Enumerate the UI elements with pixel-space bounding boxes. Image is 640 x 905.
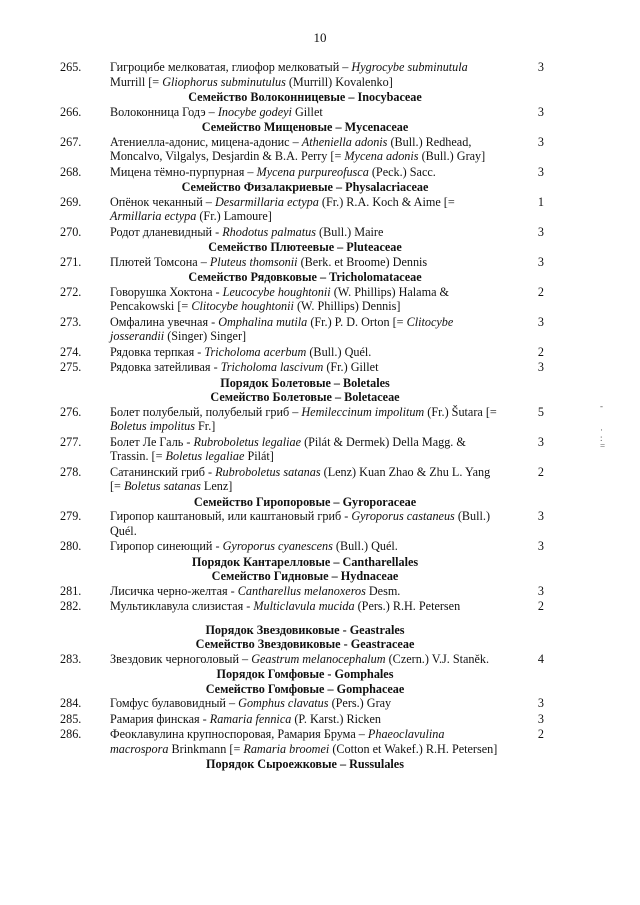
taxon-heading: Порядок Гомфовые - Gomphales [216, 667, 394, 681]
species-entry [60, 712, 560, 727]
species-entry [60, 360, 560, 375]
entry-number: 283. [60, 651, 82, 666]
species-name [110, 465, 500, 494]
latin-name: Ramaria fennica [209, 711, 292, 726]
species-entry [60, 652, 560, 667]
entry-number: 284. [60, 696, 82, 710]
russian-name: Лисичка черно-желтая - [110, 583, 238, 598]
latin-name: Pluteus thomsonii [209, 254, 298, 269]
entry-number: 268. [60, 164, 82, 179]
entry-number: 275. [60, 360, 82, 374]
status-category: 3 [537, 314, 544, 329]
entry-number: 281. [60, 583, 82, 598]
species-name [110, 315, 500, 344]
status-category: 5 [537, 404, 544, 419]
russian-name: Феоклавулина крупноспоровая, Рамария Брума – [110, 727, 368, 741]
entry-number: 267. [60, 134, 82, 149]
species-name [110, 135, 500, 164]
author-citation: (Pers.) R.H. Petersen [354, 599, 461, 613]
russian-name: Болет Ле Галь - [110, 434, 194, 449]
entry-number: 266. [60, 104, 82, 119]
species-entry [60, 435, 560, 464]
synonym-name: Clitocybe houghtonii [191, 299, 294, 313]
russian-name: Гомфус булавовидный – [110, 696, 239, 710]
latin-name: Atheniella adonis [301, 134, 388, 149]
taxon-heading: Семейство Мищеновые – Mycenaceae [201, 120, 409, 134]
status-category: 3 [537, 696, 544, 710]
entry-number: 280. [60, 539, 82, 553]
status-category: 2 [537, 284, 544, 299]
latin-name: Cantharellus melanoxeros [237, 583, 366, 598]
author-citation: (W. Phillips) Halama & Pencakowski [= [110, 284, 450, 313]
species-entry [60, 584, 560, 599]
latin-name: Omphalina mutila [218, 314, 308, 329]
status-category: 2 [537, 344, 544, 359]
entry-number: 271. [60, 254, 82, 269]
entry-number: 286. [60, 727, 82, 741]
status-category: 3 [537, 224, 544, 239]
latin-name: Desarmillaria ectypa [214, 194, 319, 209]
page-number: 10 [313, 30, 327, 45]
species-name [110, 584, 500, 599]
taxon-heading: Семейство Волоконницевые – Inocybaceae [188, 90, 422, 104]
latin-name: Inocybe godeyi [217, 104, 292, 119]
latin-name: Gyroporus cyanescens [222, 539, 333, 553]
status-category: 4 [537, 651, 544, 666]
russian-name: Рядовка терпкая - [110, 344, 205, 359]
synonym-author: Fr.] [194, 419, 216, 433]
species-name [110, 225, 500, 240]
synonym-name: Ramaria broomei [243, 741, 330, 756]
synonym-author: (Singer) Singer] [164, 329, 247, 343]
latin-name: Multiclavula mucida [253, 599, 355, 613]
taxon-heading: Семейство Болетовые – Boletaceae [210, 390, 400, 404]
status-category: 3 [537, 539, 544, 553]
taxon-heading: Семейство Рядовковые – Tricholomataceae [188, 270, 422, 284]
entry-number: 265. [60, 60, 82, 74]
species-name [110, 165, 500, 180]
synonym-name: Gliophorus subminutulus [162, 74, 286, 89]
author-citation: (Bull.) Quél. [110, 509, 491, 538]
species-name [110, 509, 500, 538]
latin-name: Mycena purpureofusca [256, 164, 369, 179]
russian-name: Опёнок чеканный – [110, 194, 215, 209]
author-citation: (Lenz) Kuan Zhao & Zhu L. Yang [= [110, 464, 491, 493]
latin-name: Hygrocybe subminutula [351, 60, 468, 74]
entry-number: 274. [60, 344, 82, 359]
russian-name: Плютей Томсона – [110, 254, 210, 269]
latin-name: Rubroboletus satanas [215, 464, 321, 479]
species-entry [60, 539, 560, 554]
entry-number: 277. [60, 434, 82, 449]
russian-name: Гиропор синеющий - [110, 539, 223, 553]
species-entry [60, 727, 560, 756]
species-name [110, 105, 500, 120]
species-entry [60, 195, 560, 224]
species-name [110, 255, 500, 270]
author-citation: (P. Karst.) Ricken [291, 711, 382, 726]
synonym-author: (Fr.) Lamoure] [196, 209, 272, 223]
entry-number: 273. [60, 314, 82, 329]
status-category: 3 [537, 711, 544, 726]
russian-name: Мультиклавула слизистая - [110, 599, 254, 613]
entry-number: 270. [60, 224, 82, 239]
status-category: 3 [537, 134, 544, 149]
synonym-author: (Cotton et Wakef.) R.H. Petersen] [329, 741, 498, 756]
taxon-heading: Семейство Гомфовые – Gomphaceae [205, 681, 405, 696]
author-citation: (Fr.) Šutara [= [424, 404, 497, 419]
author-citation: Brinkmann [= [168, 741, 244, 756]
synonym-author: (Murrill) Kovalenko] [285, 74, 393, 89]
latin-name: Rhodotus palmatus [222, 224, 316, 239]
species-name [110, 360, 500, 375]
synonym-author: Lenz] [200, 479, 233, 493]
entry-number: 278. [60, 464, 82, 479]
taxon-heading: Порядок Кантарелловые – Cantharellales [191, 554, 419, 569]
species-entry [60, 285, 560, 314]
species-name [110, 652, 500, 667]
species-entry [60, 465, 560, 494]
author-citation: (Fr.) Gillet [323, 360, 379, 374]
synonym-name: Clitocybe josserandii [110, 314, 454, 343]
russian-name: Гигроцибе мелковатая, глиофор мелковатый – [110, 60, 352, 74]
author-citation: (Pers.) Gray [328, 696, 392, 710]
author-citation: (Bull.) Quél. [306, 344, 372, 359]
entry-number: 272. [60, 284, 82, 299]
species-entry [60, 105, 560, 120]
species-name [110, 435, 500, 464]
russian-name: Говорушка Хоктона - [110, 284, 223, 299]
species-entry [60, 696, 560, 711]
latin-name: Gyroporus castaneus [351, 509, 455, 523]
author-citation: (Berk. et Broome) Dennis [297, 254, 428, 269]
synonym-name: Boletus legaliae [165, 449, 245, 463]
taxon-heading: Порядок Болетовые – Boletales [220, 375, 390, 390]
entry-number: 269. [60, 194, 82, 209]
latin-name: Hemileccinum impolitum [301, 404, 425, 419]
species-name [110, 539, 500, 554]
author-citation: Desm. [365, 583, 401, 598]
russian-name: Омфалина увечная - [110, 314, 219, 329]
status-category: 2 [537, 464, 544, 479]
russian-name: Гиропор каштановый, или каштановый гриб - [110, 509, 352, 523]
margin-marks: - · : = [600, 401, 606, 451]
species-list [60, 60, 560, 772]
russian-name: Рядовка затейливая - [110, 360, 221, 374]
author-citation: (Pilát & Dermek) Della Magg. & Trassin. [= [110, 434, 466, 463]
taxon-heading: Семейство Гиропоровые – Gyroporaceae [193, 494, 417, 509]
species-entry [60, 165, 560, 180]
status-category: 3 [537, 434, 544, 449]
latin-name: Leucocybe houghtonii [222, 284, 331, 299]
status-category: 3 [537, 583, 544, 598]
status-category: 3 [537, 104, 544, 119]
russian-name: Атениелла-адонис, мицена-адонис – [110, 134, 302, 149]
species-name [110, 60, 500, 89]
status-category: 1 [537, 194, 544, 209]
taxon-heading: Семейство Гидновые – Hydnaceae [211, 569, 399, 583]
synonym-name: Armillaria ectypa [110, 209, 197, 223]
species-entry [60, 509, 560, 538]
author-citation: Gillet [291, 104, 323, 119]
species-name [110, 599, 500, 614]
species-entry [60, 225, 560, 240]
russian-name: Звездовик черноголовый – [110, 651, 252, 666]
taxon-heading: Семейство Звездовиковые - Geastraceae [195, 637, 415, 651]
status-category: 3 [537, 164, 544, 179]
synonym-name: Mycena adonis [344, 149, 419, 163]
status-category: 3 [537, 509, 544, 523]
entry-number: 279. [60, 509, 82, 523]
taxon-heading: Семейство Физалакриевые – Physalacriaceae [181, 180, 429, 194]
russian-name: Сатанинский гриб - [110, 464, 216, 479]
russian-name: Волоконница Годэ – [110, 104, 218, 119]
species-name [110, 727, 500, 756]
latin-name: Rubroboletus legaliae [193, 434, 302, 449]
russian-name: Рамария финская - [110, 711, 210, 726]
species-name [110, 712, 500, 727]
latin-name: Phaeoclavulina macrospora [110, 727, 445, 756]
synonym-name: Boletus satanas [123, 479, 201, 493]
status-category: 3 [537, 60, 544, 74]
species-entry [60, 405, 560, 434]
species-entry [60, 60, 560, 89]
species-name [110, 285, 500, 314]
species-name [110, 195, 500, 224]
latin-name: Tricholoma lascivum [220, 360, 324, 374]
status-category: 2 [537, 727, 544, 741]
author-citation: (Bull.) Quél. [332, 539, 398, 553]
author-citation: Murrill [= [110, 74, 163, 89]
species-entry [60, 599, 560, 614]
status-category: 3 [537, 360, 544, 374]
author-citation: (Czern.) V.J. Staněk. [385, 651, 490, 666]
species-name [110, 696, 500, 711]
synonym-author: (W. Phillips) Dennis] [293, 299, 401, 313]
latin-name: Geastrum melanocephalum [251, 651, 386, 666]
author-citation: (Peck.) Sacc. [368, 164, 436, 179]
author-citation: (Bull.) Maire [316, 224, 384, 239]
taxon-heading: Порядок Звездовиковые - Geastrales [205, 622, 405, 637]
russian-name: Родот дланевидный - [110, 224, 223, 239]
status-category: 2 [537, 599, 544, 613]
entry-number: 285. [60, 711, 82, 726]
latin-name: Tricholoma acerbum [204, 344, 307, 359]
russian-name: Болет полубелый, полубелый гриб – [110, 404, 302, 419]
species-name [110, 405, 500, 434]
species-entry [60, 315, 560, 344]
species-entry [60, 255, 560, 270]
author-citation: (Fr.) P. D. Orton [= [307, 314, 407, 329]
russian-name: Мицена тёмно-пурпурная – [110, 164, 257, 179]
author-citation: (Fr.) R.A. Koch & Aime [= [318, 194, 455, 209]
latin-name: Gomphus clavatus [238, 696, 329, 710]
entry-number: 282. [60, 599, 82, 613]
taxon-heading: Порядок Сыроежковые – Russulales [206, 757, 404, 771]
taxon-heading: Семейство Плютеевые – Pluteaceae [208, 240, 402, 254]
species-entry [60, 345, 560, 360]
species-name [110, 345, 500, 360]
synonym-author: Pilát] [244, 449, 274, 463]
species-entry [60, 135, 560, 164]
synonym-name: Boletus impolitus [110, 419, 195, 433]
author-citation: (Bull.) Redhead, Moncalvo, Vilgalys, Desjardin & B.A. Perry [= [110, 134, 472, 163]
status-category: 3 [537, 254, 544, 269]
entry-number: 276. [60, 404, 82, 419]
synonym-author: (Bull.) Gray] [418, 149, 486, 163]
